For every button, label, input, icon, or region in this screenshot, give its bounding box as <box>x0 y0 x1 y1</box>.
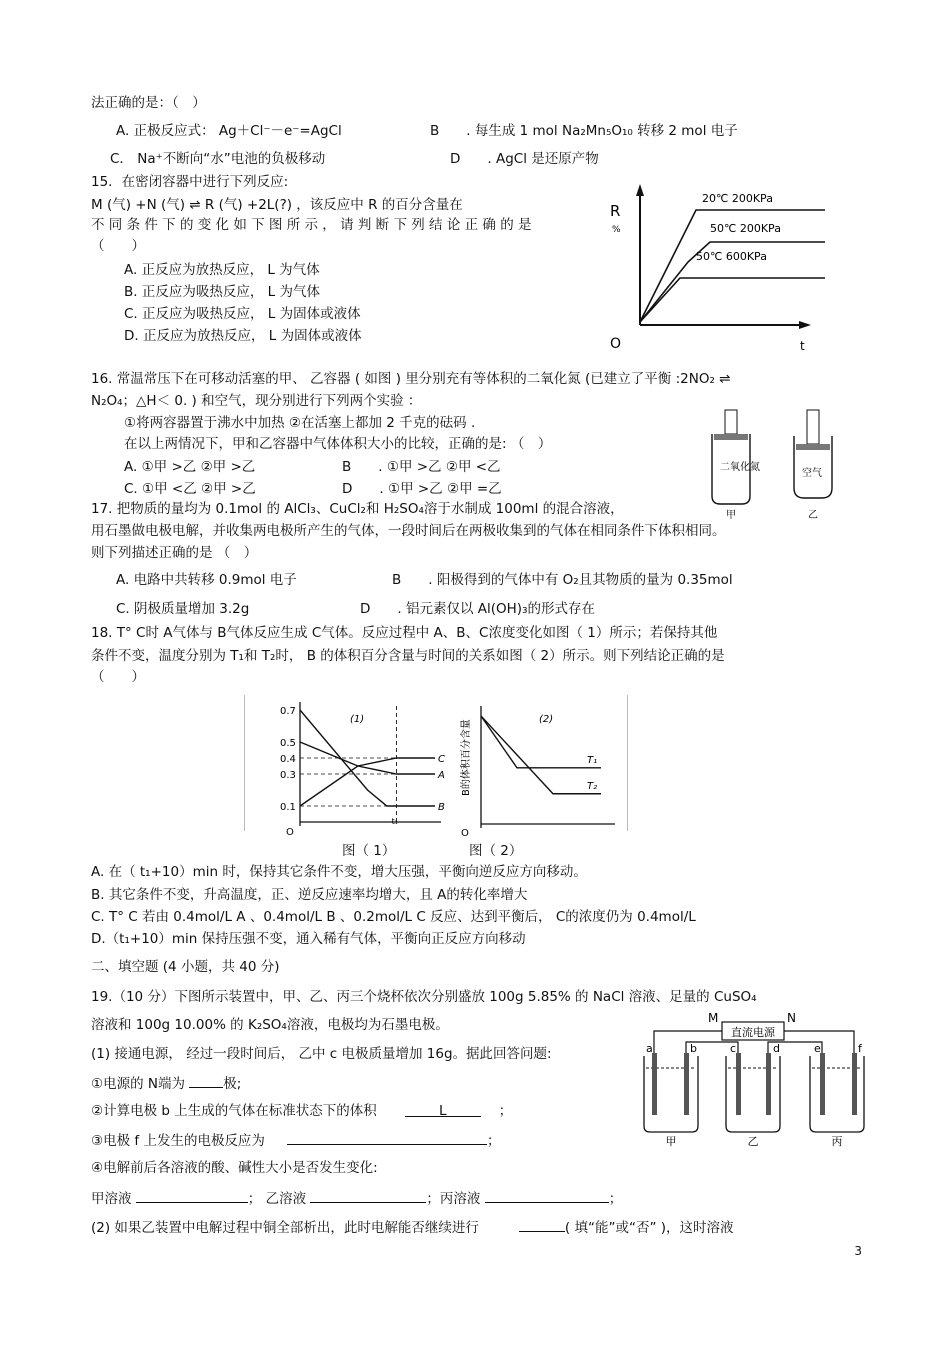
section-2-title: 二、填空题 (4 小题，共 40 分) <box>91 959 280 975</box>
q16-containers <box>700 408 850 523</box>
q19-q1 <box>91 1073 241 1093</box>
q19-part1: (1) 接通电源， 经过一段时间后， 乙中 c 电极质量增加 16g。据此回答问题: <box>91 1046 552 1062</box>
q15-paren: （ ） <box>91 238 145 254</box>
q19-q2-tail: ； <box>498 1103 513 1119</box>
q16-option-b: B . ①甲 >乙 ②甲 <乙 <box>342 459 501 475</box>
q14-option-a: A. 正极反应式： Ag＋Cl⁻－e⁻=AgCl <box>116 123 342 139</box>
q15-option-b: B. 正反应为吸热反应， L 为气体 <box>124 284 320 300</box>
curve-label-2: 50℃ 200KPa <box>710 222 781 235</box>
q19-q4: ④电解前后各溶液的酸、碱性大小是否发生变化: <box>91 1160 378 1176</box>
q19-q3-tail: ； <box>486 1133 501 1149</box>
fig1-caption: 图（ 1） <box>342 843 396 859</box>
curve-label-1: 20℃ 200KPa <box>702 192 773 205</box>
power-label: 直流电源 <box>731 1026 775 1039</box>
electrode-a: a <box>646 1042 653 1055</box>
q19-q2-text: ②计算电极 b 上生成的气体在标准状态下的体积 <box>91 1103 377 1119</box>
yi-solution-label: ； 乙溶液 <box>247 1191 311 1207</box>
q15-origin: O <box>610 336 622 352</box>
q19-q1-text: ①电源的 N端为 <box>91 1076 190 1092</box>
beaker-bing: 丙 <box>831 1135 843 1148</box>
yi-solution-blank[interactable] <box>310 1188 426 1203</box>
q14-option-d: D . AgCl 是还原产物 <box>450 151 599 167</box>
terminal-n: N <box>787 1011 796 1025</box>
q14-stem: 法正确的是：（ ） <box>91 95 206 111</box>
q19-part2 <box>91 1217 734 1237</box>
beaker-yi: 乙 <box>747 1135 759 1148</box>
q19-q2-unit: L <box>439 1103 447 1119</box>
q19-part2-text: (2) 如果乙装置中电解过程中铜全部析出，此时电解能否继续进行 <box>91 1220 479 1236</box>
q16-title: 16. 常温常压下在可移动活塞的甲、 乙容器 ( 如图 ) 里分别充有等体积的二氧化氮 (已建立了平衡 :2NO₂ ⇌ <box>91 371 731 387</box>
q19-title: 19.（10 分）下图所示装置中，甲、乙、丙三个烧杯依次分别盛放 100g 5.85% 的 NaCl 溶液、足量的 CuSO₄ <box>91 989 757 1005</box>
chart1-ytick-4: 0.1 <box>280 802 296 813</box>
curve-label-3: 50℃ 600KPa <box>696 250 767 263</box>
q16-experiments: ①将两容器置于沸水中加热 ②在活塞上都加 2 千克的砝码 . <box>124 415 476 431</box>
q19-line2: 溶液和 100g 10.00% 的 K₂SO₄溶液，电极均为石墨电极。 <box>91 1017 449 1033</box>
chart1-ytick-0: 0.7 <box>280 706 296 717</box>
jia-content: 二氧化氮 <box>720 462 760 473</box>
q16-option-d: D . ①甲 >乙 ②甲 =乙 <box>342 481 502 497</box>
q19-apparatus <box>640 1008 870 1148</box>
electrode-c: c <box>730 1042 737 1055</box>
q17-line2: 用石墨做电极电解，并收集两电极所产生的气体，一段时间后在两极收集到的气体在相同条件下体积相同。 <box>91 523 726 539</box>
q18-option-b: B. 其它条件不变，升高温度，正、逆反应速率均增大，且 A的转化率增大 <box>91 887 528 903</box>
electrode-d: d <box>773 1042 780 1055</box>
chart1-ytick-1: 0.5 <box>280 738 296 749</box>
electrode-b: b <box>690 1042 697 1055</box>
q17-option-a: A. 电路中共转移 0.9mol 电子 <box>116 572 297 588</box>
q14-option-b: B . 每生成 1 mol Na₂Mn₅O₁₀ 转移 2 mol 电子 <box>430 123 738 139</box>
chart1-origin: O <box>286 827 294 838</box>
fig2-caption: 图（ 2） <box>469 843 523 859</box>
chart1-series-label-B: B <box>438 802 445 813</box>
q17-option-d: D . 铝元素仅以 Al(OH)₃的形式存在 <box>360 601 595 617</box>
q15-reaction: M (气) +N (气) ⇌ R (气) +2L(?) ，该反应中 R 的百分含量在 <box>91 197 463 213</box>
curve-50c-600kpa <box>640 278 825 322</box>
chart-1 <box>250 700 445 838</box>
beaker-jia: 甲 <box>665 1135 677 1148</box>
q19-q3-text: ③电极 f 上发生的电极反应为 <box>91 1133 265 1149</box>
q15-option-d: D. 正反应为放热反应， L 为固体或液体 <box>124 328 362 344</box>
q15-option-a: A. 正反应为放热反应， L 为气体 <box>124 262 320 278</box>
chart1-ytick-2: 0.4 <box>280 754 296 765</box>
q19-q3 <box>91 1130 500 1150</box>
q15-y-label: R <box>610 202 621 220</box>
q19-q2-blank[interactable] <box>405 1102 481 1117</box>
bing-solution-label: ；丙溶液 <box>426 1191 485 1207</box>
chart1-series-label-A: A <box>438 770 445 781</box>
chart1-t1-label: t₁ <box>391 817 398 826</box>
q16-option-a: A. ①甲 >乙 ②甲 >乙 <box>124 459 256 475</box>
q18-title: 18. T° C时 A气体与 B气体反应生成 C气体。反应过程中 A、B、C浓度变化如图（ 1）所示；若保持其他 <box>91 625 718 641</box>
q16-option-c: C. ①甲 <乙 ②甲 >乙 <box>124 481 256 497</box>
chart-2 <box>455 700 625 839</box>
bing-solution-blank[interactable] <box>485 1188 609 1203</box>
terminal-m: M <box>708 1011 719 1025</box>
q18-line2: 条件不变，温度分别为 T₁和 T₂时， B 的体积百分含量与时间的关系如图（ 2）所示。则下列结论正确的是 <box>91 648 725 664</box>
q16-line2: N₂O₄；△H＜ 0. ) 和空气，现分别进行下列两个实验 ： <box>91 393 422 409</box>
electrode-e: e <box>814 1042 821 1055</box>
q17-option-b: B . 阳极得到的气体中有 O₂且其物质的量为 0.35mol <box>392 572 733 588</box>
q17-title: 17. 把物质的量均为 0.1mol 的 AlCl₃、CuCl₂和 H₂SO₄溶于水制成 100ml 的混合溶液， <box>91 501 624 517</box>
q18-option-c: C. T° C 若由 0.4mol/L A 、0.4mol/L B 、0.2mol/L C 反应、达到平衡后， C的浓度仍为 0.4mol/L <box>91 909 696 925</box>
chart1-series-label-C: C <box>438 754 445 765</box>
chart2-y-label: B的体积百分含量 <box>461 719 472 796</box>
q19-q1-blank[interactable] <box>189 1073 223 1088</box>
q18-option-d: D.（t₁+10）min 保持压强不变，通入稀有气体，平衡向正反应方向移动 <box>91 931 526 947</box>
page-number: 3 <box>854 1244 862 1258</box>
q15-option-c: C. 正反应为吸热反应， L 为固体或液体 <box>124 306 361 322</box>
chart1-title: (1) <box>350 714 365 725</box>
q15-question: 不 同 条 件 下 的 变 化 如 下 图 所 示 ， 请 判 断 下 列 结 论 正 确 的 是 <box>91 217 532 233</box>
q19-q2 <box>91 1102 512 1120</box>
q19-q1-tail: 极; <box>223 1076 242 1092</box>
electrode-f: f <box>858 1042 862 1055</box>
chart2-series-1 <box>481 716 601 794</box>
yi-label: 乙 <box>808 510 818 521</box>
q19-q3-blank[interactable] <box>287 1130 487 1145</box>
q19-q4-answers <box>91 1188 622 1208</box>
q18-option-a: A. 在（ t₁+10）min 时，保持其它条件不变，增大压强，平衡向逆反应方向移动。 <box>91 864 587 880</box>
chart1-series-C <box>300 758 435 806</box>
q19-q4-end: ； <box>608 1191 623 1207</box>
q17-option-c: C. 阴极质量增加 3.2g <box>116 601 250 617</box>
jia-solution-label: 甲溶液 <box>91 1191 136 1207</box>
q16-question: 在以上两情况下，甲和乙容器中气体体积大小的比较，正确的是: （ ） <box>124 436 552 452</box>
chart2-series-label-0: T₁ <box>587 754 598 766</box>
q15-y-unit: % <box>612 225 621 235</box>
q19-part2-tail: ( 填“能”或“否” )，这时溶液 <box>564 1220 734 1236</box>
q18-paren: （ ） <box>91 669 145 685</box>
q14-option-c: C． Na⁺不断向“水”电池的负极移动 <box>110 151 326 167</box>
chart2-origin: O <box>461 828 469 839</box>
chart1-ytick-3: 0.3 <box>280 770 296 781</box>
q15-graph <box>600 180 850 355</box>
jia-label: 甲 <box>726 510 736 521</box>
q17-line3: 则下列描述正确的是 （ ） <box>91 545 258 561</box>
q15-title: 15．在密闭容器中进行下列反应: <box>91 174 289 190</box>
jia-solution-blank[interactable] <box>136 1188 248 1203</box>
chart2-series-label-1: T₂ <box>587 780 598 792</box>
q15-x-label: t <box>800 339 805 353</box>
yi-content: 空气 <box>802 468 822 479</box>
q19-part2-blank[interactable] <box>519 1217 565 1232</box>
chart2-title: (2) <box>539 714 554 725</box>
